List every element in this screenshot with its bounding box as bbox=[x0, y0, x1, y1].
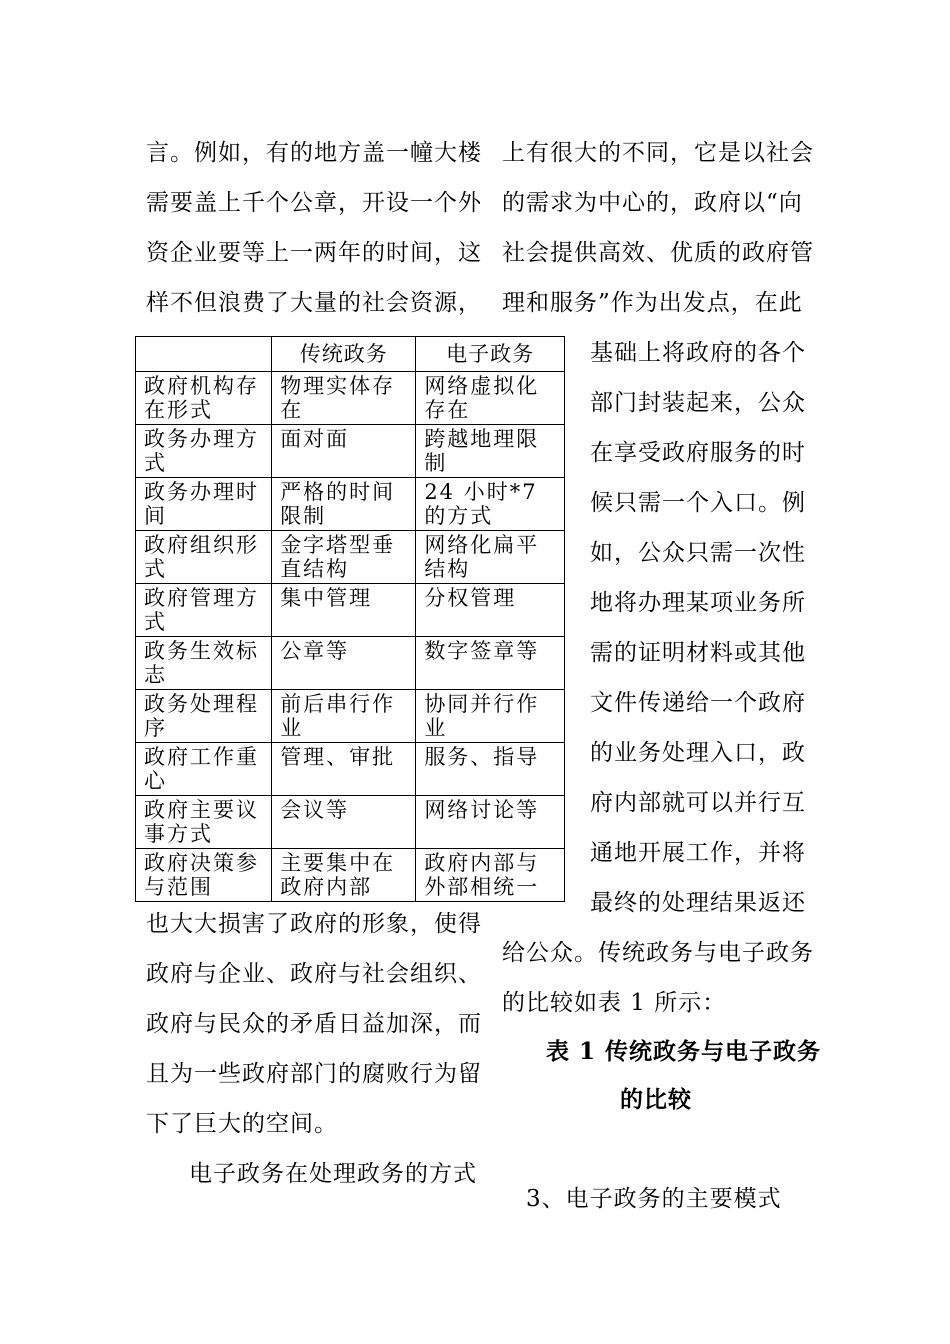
right-narrow-line-11: 通地开展工作，并将 bbox=[590, 840, 806, 866]
left-bottom-line-4: 且为一些政府部门的腐败行为留 bbox=[146, 1061, 482, 1087]
table-cell: 政府组织形式 bbox=[136, 531, 272, 584]
section-heading: 3、电子政务的主要模式 bbox=[526, 1186, 782, 1212]
right-bottom-line-1: 给公众。传统政务与电子政务 bbox=[502, 940, 814, 966]
left-text-line-4: 样不但浪费了大量的社会资源， bbox=[146, 290, 482, 316]
table-row bbox=[136, 584, 565, 637]
table-cell: 数字签章等 bbox=[416, 637, 565, 690]
left-text-line-2: 需要盖上千个公章，开设一个外 bbox=[146, 190, 482, 216]
left-text-line-1: 言。例如，有的地方盖一幢大楼 bbox=[146, 140, 482, 166]
table-cell: 会议等 bbox=[272, 796, 416, 849]
left-bottom-line-6: 电子政务在处理政务的方式 bbox=[189, 1161, 477, 1187]
table-header-cell bbox=[136, 337, 272, 372]
left-bottom-line-2: 政府与企业、政府与社会组织、 bbox=[146, 961, 482, 987]
table-cell: 政府内部与外部相统一 bbox=[416, 849, 565, 902]
table-cell: 跨越地理限制 bbox=[416, 425, 565, 478]
comparison-table bbox=[135, 336, 565, 902]
right-text-line-3: 社会提供高效、优质的政府管 bbox=[502, 240, 814, 266]
table-row bbox=[136, 531, 565, 584]
table-cell: 面对面 bbox=[272, 425, 416, 478]
right-narrow-line-2: 部门封装起来，公众 bbox=[590, 390, 806, 416]
table-header-row bbox=[136, 337, 565, 372]
table-cell: 物理实体存在 bbox=[272, 372, 416, 425]
left-bottom-line-5: 下了巨大的空间。 bbox=[146, 1111, 338, 1137]
right-text-line-4: 理和服务”作为出发点，在此 bbox=[502, 290, 803, 316]
table-cell: 政府机构存在形式 bbox=[136, 372, 272, 425]
left-bottom-line-3: 政府与民众的矛盾日益加深，而 bbox=[146, 1011, 482, 1037]
table-cell: 公章等 bbox=[272, 637, 416, 690]
right-narrow-line-3: 在享受政府服务的时 bbox=[590, 440, 806, 466]
table-header-cell: 电子政务 bbox=[416, 337, 565, 372]
right-narrow-line-4: 候只需一个入口。例 bbox=[590, 490, 806, 516]
right-narrow-line-5: 如，公众只需一次性 bbox=[590, 540, 806, 566]
table-cell: 24 小时*7 的方式 bbox=[416, 478, 565, 531]
left-text-line-3: 资企业要等上一两年的时间，这 bbox=[146, 240, 482, 266]
table-cell: 政府主要议事方式 bbox=[136, 796, 272, 849]
table-row bbox=[136, 637, 565, 690]
table-row bbox=[136, 796, 565, 849]
table-row bbox=[136, 425, 565, 478]
table-cell: 政务处理程序 bbox=[136, 690, 272, 743]
table-cell: 政府工作重心 bbox=[136, 743, 272, 796]
table-row bbox=[136, 690, 565, 743]
left-bottom-line-1: 也大大损害了政府的形象，使得 bbox=[146, 911, 482, 937]
right-narrow-line-8: 文件传递给一个政府 bbox=[590, 690, 806, 716]
table-cell: 政务办理方式 bbox=[136, 425, 272, 478]
right-narrow-line-7: 需的证明材料或其他 bbox=[590, 640, 806, 666]
right-narrow-line-9: 的业务处理入口，政 bbox=[590, 740, 806, 766]
table-cell: 管理、审批 bbox=[272, 743, 416, 796]
table-cell: 严格的时间限制 bbox=[272, 478, 416, 531]
table-cell: 政府决策参与范围 bbox=[136, 849, 272, 902]
right-narrow-line-12: 最终的处理结果返还 bbox=[590, 890, 806, 916]
table-cell: 分权管理 bbox=[416, 584, 565, 637]
table-cell: 主要集中在政府内部 bbox=[272, 849, 416, 902]
table-cell: 政府管理方式 bbox=[136, 584, 272, 637]
table-cell: 金字塔型垂直结构 bbox=[272, 531, 416, 584]
right-bottom-line-2: 的比较如表 1 所示： bbox=[502, 990, 727, 1016]
table-cell: 协同并行作业 bbox=[416, 690, 565, 743]
right-narrow-line-10: 府内部就可以并行互 bbox=[590, 790, 806, 816]
right-text-line-2: 的需求为中心的，政府以“向 bbox=[502, 190, 803, 216]
right-narrow-line-6: 地将办理某项业务所 bbox=[590, 590, 806, 616]
table-caption-line-2: 的比较 bbox=[620, 1086, 692, 1113]
table-row bbox=[136, 478, 565, 531]
right-narrow-line-1: 基础上将政府的各个 bbox=[590, 340, 806, 366]
table-cell: 网络化扁平结构 bbox=[416, 531, 565, 584]
table-cell: 政务生效标志 bbox=[136, 637, 272, 690]
table-cell: 政务办理时间 bbox=[136, 478, 272, 531]
table-cell: 服务、指导 bbox=[416, 743, 565, 796]
table-row bbox=[136, 743, 565, 796]
table-cell: 网络虚拟化存在 bbox=[416, 372, 565, 425]
table-cell: 前后串行作业 bbox=[272, 690, 416, 743]
table-caption-line-1: 表 1 传统政务与电子政务 bbox=[546, 1038, 822, 1065]
table-row bbox=[136, 849, 565, 902]
table-cell: 集中管理 bbox=[272, 584, 416, 637]
table-header-cell: 传统政务 bbox=[272, 337, 416, 372]
right-text-line-1: 上有很大的不同，它是以社会 bbox=[502, 140, 814, 166]
table-cell: 网络讨论等 bbox=[416, 796, 565, 849]
table-row bbox=[136, 372, 565, 425]
